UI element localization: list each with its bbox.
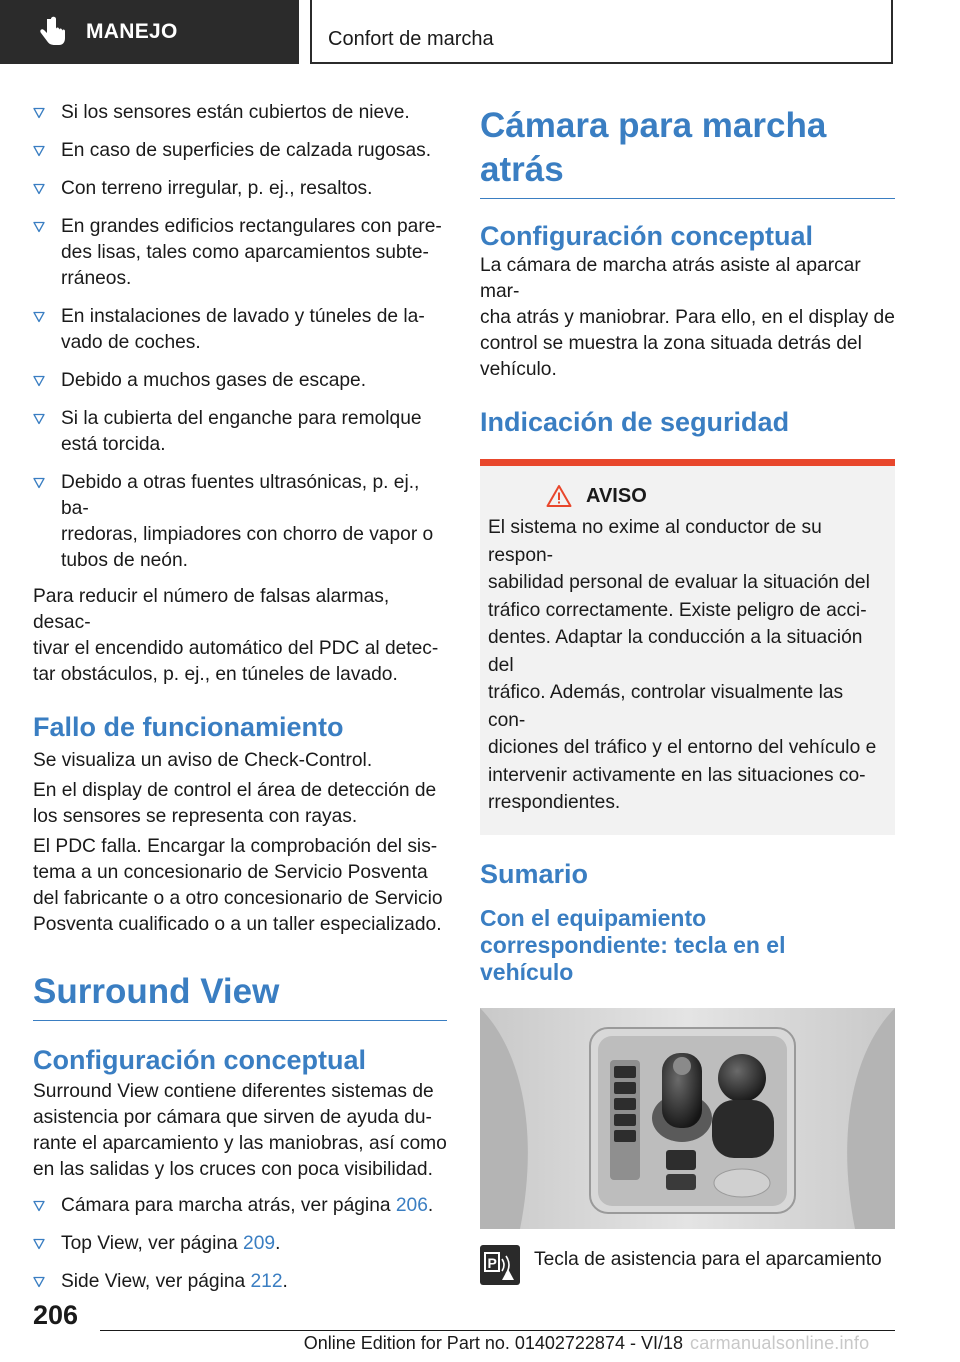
condition-list-item — [33, 100, 447, 126]
reference-list — [33, 1193, 447, 1295]
page-number: 206 — [33, 1300, 79, 1330]
condition-text: Con terreno irregular, p. ej., resaltos. — [61, 178, 373, 199]
concept-heading-left: Configuración conceptual — [33, 1045, 367, 1075]
condition-text: Si la cubierta del enganche para remolque está torcida. — [61, 408, 422, 455]
bullet-triangle-icon — [33, 1200, 45, 1212]
reference-end: . — [427, 1195, 434, 1216]
bullet-triangle-icon — [33, 107, 45, 119]
footer-rule — [100, 1330, 895, 1331]
condition-text: En instalaciones de lavado y túneles de la- vado de coches. — [61, 306, 425, 353]
condition-text: Debido a muchos gases de escape. — [61, 370, 367, 391]
caption-text: Tecla de asistencia para el aparcamiento — [534, 1248, 882, 1270]
bullet-triangle-icon — [33, 477, 45, 489]
bullet-triangle-icon — [33, 311, 45, 323]
rear-camera-heading: Cámara para marcha atrás — [480, 104, 895, 199]
condition-list-item — [33, 470, 447, 574]
parking-assist-button-icon — [480, 1245, 520, 1285]
fault-heading: Fallo de funcionamiento — [33, 712, 344, 742]
rear-camera-concept-paragraph: La cámara de marcha atrás asiste al aparcar mar- cha atrás y maniobrar. Para ello, en el display de control se muestra la zona situada detrás del vehículo. — [480, 255, 895, 380]
condition-list-item — [33, 176, 447, 202]
reference-list-item — [33, 1193, 447, 1219]
warning-triangle-icon — [546, 484, 572, 508]
warning-title: AVISO — [586, 484, 647, 507]
fault-paragraph-1: Se visualiza un aviso de Check-Control. — [33, 750, 373, 771]
reference-list-item — [33, 1269, 447, 1295]
hand-icon — [34, 13, 72, 51]
page-reference-link[interactable]: 212 — [250, 1271, 283, 1292]
fault-paragraph-3: El PDC falla. Encargar la comprobación del sis- tema a un concesionario de Servicio Posventa del fabricante o a otro concesionario de Servicio Posventa cualificado o a un taller especializado. — [33, 836, 443, 935]
fault-paragraph-2: En el display de control el área de detección de los sensores se representa con rayas. — [33, 780, 437, 827]
chapter-title: Confort de marcha — [328, 28, 494, 50]
reference-text: Top View, ver página — [61, 1233, 244, 1254]
watermark: carmanualsonline.info — [690, 1333, 870, 1353]
condition-list-item — [33, 368, 447, 394]
section-tab — [0, 0, 299, 64]
condition-text: Si los sensores están cubiertos de nieve. — [61, 102, 410, 123]
edition-text: Online Edition for Part no. 01402722874 - VI/18 — [303, 1333, 683, 1353]
condition-list-item — [33, 214, 447, 292]
page-reference-link[interactable]: 209 — [243, 1233, 276, 1254]
svg-text:P: P — [487, 1254, 497, 1271]
reference-end: . — [282, 1271, 288, 1292]
warning-box — [480, 459, 895, 835]
condition-text: En caso de superficies de calzada rugosas. — [61, 140, 432, 161]
bullet-triangle-icon — [33, 183, 45, 195]
equipment-heading: Con el equipamiento correspondiente: tecla en el vehículo — [480, 904, 786, 985]
safety-heading: Indicación de seguridad — [480, 407, 790, 437]
reference-list-item — [33, 1231, 447, 1257]
bullet-triangle-icon — [33, 221, 45, 233]
condition-text: En grandes edificios rectangulares con pare- des lisas, tales como aparcamientos subte- rráneos. — [61, 216, 442, 289]
page-reference-link[interactable]: 206 — [395, 1195, 428, 1216]
center-console-image — [480, 1008, 895, 1229]
figure-caption — [480, 1245, 895, 1285]
surround-concept-paragraph: Surround View contiene diferentes sistemas de asistencia por cámara que sirven de ayuda du- rante el aparcamiento y las maniobras, así como en las salidas y los cruces con poca visibilidad. — [33, 1081, 447, 1180]
bullet-triangle-icon — [33, 375, 45, 387]
condition-list — [33, 100, 447, 574]
bullet-triangle-icon — [33, 145, 45, 157]
surround-view-heading: Surround View — [33, 970, 447, 1021]
right-column — [480, 100, 895, 1285]
condition-list-item — [33, 304, 447, 356]
warning-text: El sistema no exime al conductor de su respon- sabilidad personal de evaluar la situación del tráfico correctamente. Existe peligro de acci- dentes. Adaptar la conducción a la situación del tráfico. Además, controlar visualmente las con- diciones del tráfico y el entorno del vehículo e intervenir activamente en las situaciones co- rrespondientes. — [488, 517, 877, 813]
summary-heading: Sumario — [480, 858, 589, 889]
reference-text: Side View, ver página — [61, 1271, 251, 1292]
left-column — [33, 100, 447, 1307]
warning-header — [546, 484, 885, 508]
reference-end: . — [275, 1233, 281, 1254]
condition-list-item — [33, 406, 447, 458]
false-alarm-paragraph: Para reducir el número de falsas alarmas, desac- tivar el encendido automático del PDC al detec- tar obstáculos, p. ej., en túneles de lavado. — [33, 586, 439, 685]
bullet-triangle-icon — [33, 413, 45, 425]
chapter-tab — [310, 0, 893, 64]
concept-heading-right: Configuración conceptual — [480, 221, 814, 251]
reference-text: Cámara para marcha atrás, ver página — [61, 1195, 396, 1216]
condition-list-item — [33, 138, 447, 164]
bullet-triangle-icon — [33, 1276, 45, 1288]
bullet-triangle-icon — [33, 1238, 45, 1250]
condition-text: Debido a otras fuentes ultrasónicas, p. ej., ba- rredoras, limpiadores con chorro de vapor o tubos de neón. — [61, 472, 434, 571]
section-title: MANEJO — [86, 20, 178, 43]
